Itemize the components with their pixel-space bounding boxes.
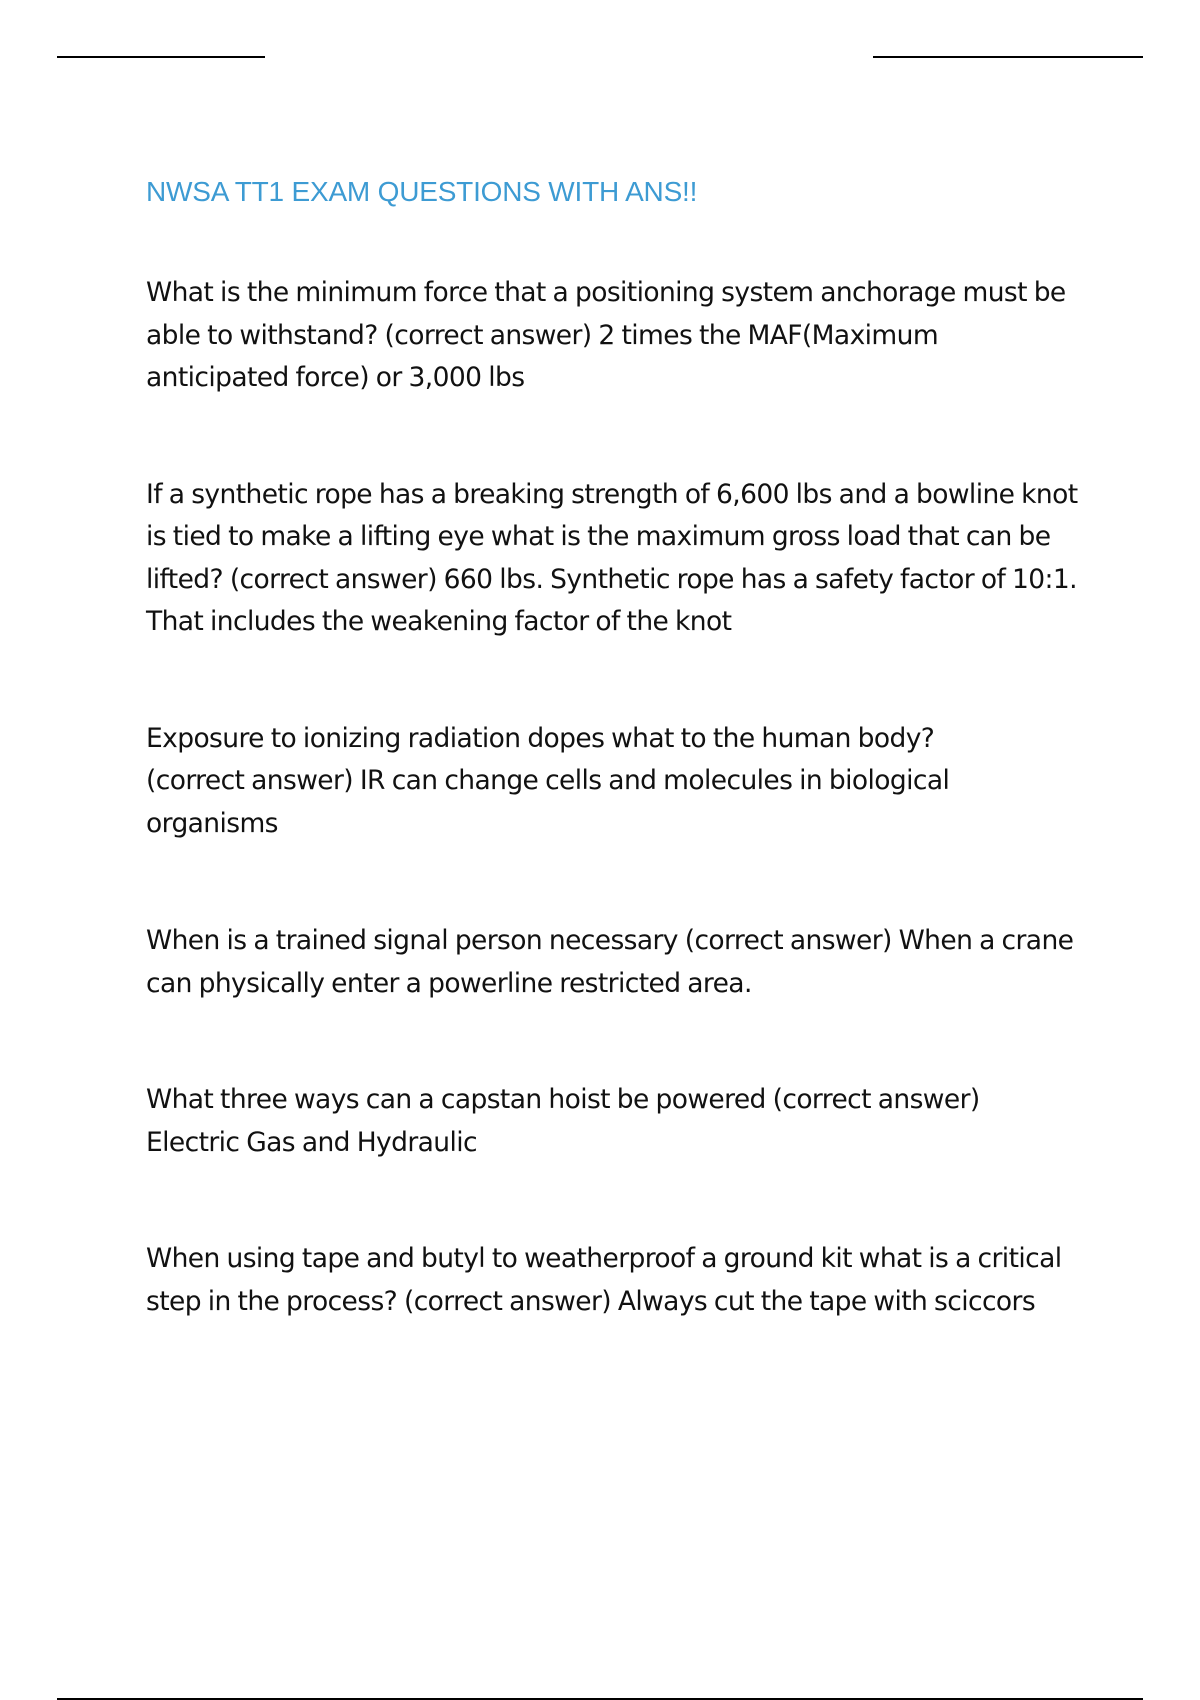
qa-item: [146, 1079, 1086, 1164]
answer-marker: (correct answer): [384, 319, 592, 351]
answer-text: 660 lbs. Synthetic rope has a safety factor of 10:1. That includes the weakening factor of the knot: [146, 563, 1077, 637]
answer-text: Electric Gas and Hydraulic: [146, 1126, 477, 1158]
answer-marker: (correct answer): [684, 925, 892, 956]
answer-marker: (correct answer): [229, 563, 437, 595]
question-text: What is the minimum force that a positioning system anchorage must be able to withstand?: [146, 277, 1066, 351]
answer-text: When a crane can physically enter a powerline restricted area.: [146, 925, 1074, 999]
qa-item: [146, 920, 1086, 1005]
question-text: Exposure to ionizing radiation dopes what to the human body?: [146, 722, 935, 754]
answer-marker: (correct answer): [772, 1084, 980, 1115]
answer-marker: (correct answer): [146, 765, 354, 796]
question-text: If a synthetic rope has a breaking strength of 6,600 lbs and a bowline knot is tied to make a lifting eye what is the maximum gross load that can be lifted?: [146, 478, 1078, 595]
qa-item: [146, 718, 1086, 846]
qa-item: [146, 1238, 1086, 1323]
answer-marker: (correct answer): [403, 1285, 611, 1317]
question-text: When is a trained signal person necessary: [146, 925, 678, 956]
question-text: What three ways can a capstan hoist be powered: [146, 1084, 766, 1115]
answer-text: IR can change cells and molecules in biological organisms: [146, 765, 950, 839]
header-rule-left: [57, 56, 265, 58]
answer-text: Always cut the tape with sciccors: [617, 1285, 1036, 1317]
qa-list: [146, 272, 1086, 1323]
qa-item: [146, 474, 1086, 644]
document-title: NWSA TT1 EXAM QUESTIONS WITH ANS!!: [146, 176, 698, 207]
header-rule-right: [873, 56, 1143, 58]
answer-text: 2 times the MAF(Maximum anticipated force) or 3,000 lbs: [146, 319, 939, 393]
qa-item: [146, 272, 1086, 400]
question-text: When using tape and butyl to weatherproof a ground kit what is a critical step in the process?: [146, 1243, 1062, 1317]
